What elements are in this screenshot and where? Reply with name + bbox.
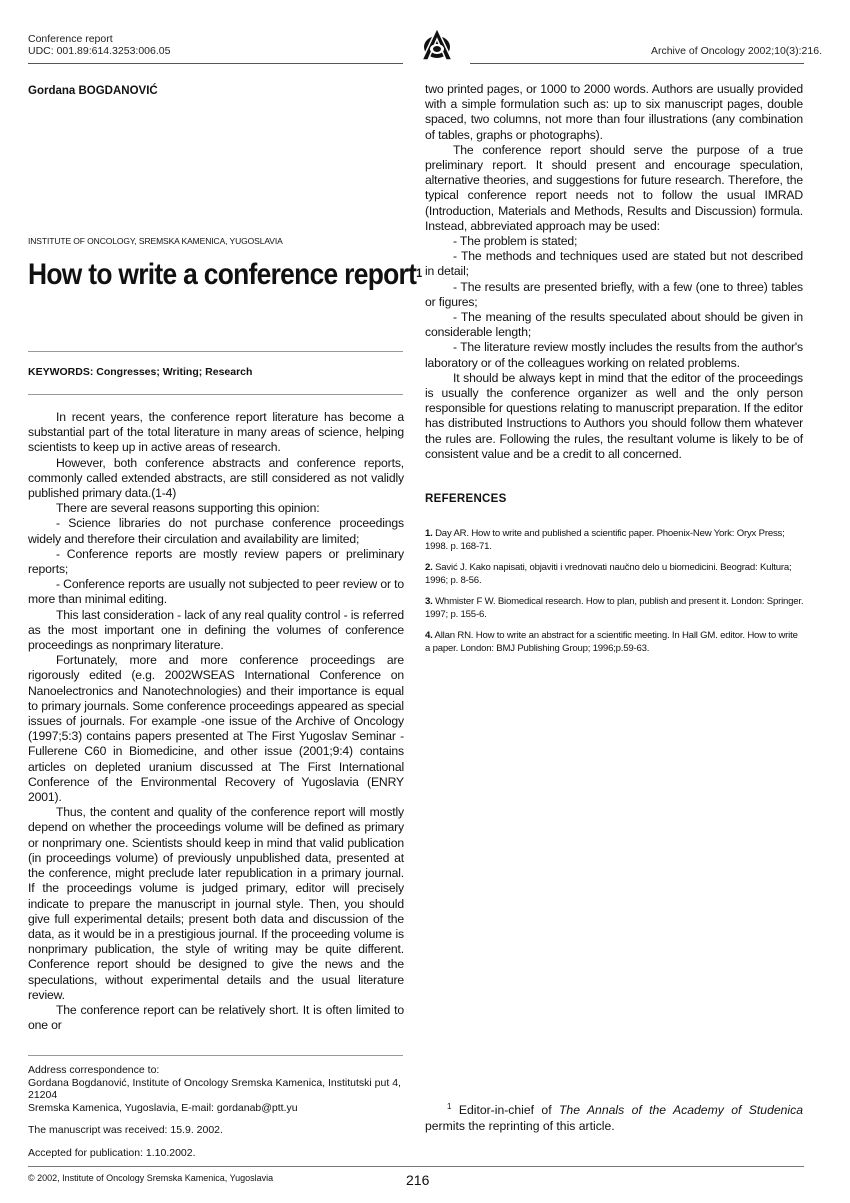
paragraph: The conference report should serve the purpose of a true preliminary report. It should present and encourage speculation, alternative theories, and suggestions for future research. Therefore, the typical conference report needs not to follow the usual IMRAD (Introduction, Materials and Methods, Results and Discussion) formula. Instead, abbreviated approach may be used: [425, 142, 803, 233]
reference-text: Whmister F W. Biomedical research. How to plan, publish and present it. London: Springer. 1997; p. 155-6. [425, 596, 804, 620]
list-item: - Conference reports are usually not subjected to peer review or to more than minimal editing. [28, 577, 404, 607]
journal-logo-icon [412, 22, 462, 66]
copyright: © 2002, Institute of Oncology Sremska Kamenica, Yugoslavia [28, 1173, 274, 1183]
section-label: Conference report [28, 33, 113, 45]
footnote [425, 1099, 803, 1134]
correspondence-rule [28, 1055, 403, 1056]
reference-text: Day AR. How to write and published a scientific paper. Phoenix-New York: Oryx Press; 1998. p. 168-71. [425, 528, 785, 552]
keywords-rule [28, 394, 403, 395]
left-body-column [28, 410, 404, 1033]
correspondence-address-line1: Gordana Bogdanović, Institute of Oncology Sremska Kamenica, Institutski put 4, 21204 [28, 1076, 401, 1101]
udc-code: UDC: 001.89:614.3253:006.05 [28, 45, 171, 57]
footnote-mark: 1 [447, 1102, 452, 1111]
list-item: - Science libraries do not purchase conference proceedings widely and therefore their circulation and availability are limited; [28, 516, 404, 546]
reference-number: 1. [425, 528, 433, 539]
paragraph: The conference report can be relatively short. It is often limited to one or [28, 1002, 404, 1033]
references-heading: REFERENCES [425, 493, 507, 505]
reference-number: 3. [425, 596, 433, 607]
reference-item [425, 562, 805, 587]
correspondence-block [28, 1064, 408, 1159]
paragraph: two printed pages, or 1000 to 2000 words. Authors are usually provided with a simple formulation such as: up to six manuscript pages, double spaced, two columns, not more than four illustrations (any combination of tables, graphs or photographs). [425, 82, 803, 142]
list-item: - The problem is stated; [453, 234, 578, 249]
title-text: How to write a conference report [28, 258, 417, 291]
right-body-column [425, 82, 803, 462]
journal-reference: Archive of Oncology 2002;10(3):216. [650, 45, 822, 57]
title-rule [28, 351, 403, 352]
paragraph: However, both conference abstracts and conference reports, commonly called extended abstracts, are still considered as not validly published primary data.(1-4) [28, 455, 404, 501]
keywords: KEYWORDS: Congresses; Writing; Research [28, 366, 253, 378]
paragraph: In recent years, the conference report literature has become a substantial part of the total literature in many areas of science, helping scientists to keep up in active areas of research. [28, 410, 404, 455]
reference-item [425, 528, 805, 553]
footnote-text-after: permits the reprinting of this article. [425, 1119, 615, 1134]
reference-number: 4. [425, 630, 433, 641]
accepted-date: Accepted for publication: 1.10.2002. [28, 1146, 196, 1159]
paragraph: Fortunately, more and more conference proceedings are rigorously edited (e.g. 2002WSEAS International Conference on Nanoelectronics and Nanotechnologies) and their importance is equal to primary journals. Some conference proceedings appeared as special issues of journals. For example -one issue of the Archive of Oncology (1997;5:3) contains papers presented at The First Yugoslav Seminar - Fullerene C60 in Biomedicine, and other issue (2001;9:4) contains articles on depleted uranium discussed at The First International Conference of the Environmental Recovery of Yugoslavia (ENRY 2001). [28, 653, 404, 805]
header-rule-right [470, 63, 804, 64]
paragraph: This last consideration - lack of any real quality control - is referred as the most important one in defining the volumes of conference proceedings as nonprimary literature. [28, 607, 404, 653]
article-title [28, 258, 421, 292]
paragraph: Thus, the content and quality of the conference report will mostly depend on whether the proceedings volume will be defined as primary or nonprimary one. Scientists should keep in mind that valid publication (in proceedings volume) of previously unpublished data, presented at the conference, might preclude later republication in a primary journal. If the proceedings volume is judged primary, editor will precisely indicate to prepare the manuscript in journal style. Then, you should give full experimental details; present both data and discussion of the data, as it would be in a prestigious journal. If the proceeding volume is nonprimary publication, the style of writing may be quite different. Conference report should be designed to give the news and the speculations, without experimental details and the usual literature review. [28, 805, 404, 1002]
correspondence-label: Address correspondence to: [28, 1064, 160, 1076]
institute-affiliation: INSTITUTE OF ONCOLOGY, SREMSKA KAMENICA, YUGOSLAVIA [28, 236, 283, 246]
paragraph: There are several reasons supporting this opinion: [56, 501, 320, 516]
header-rule-left [28, 63, 403, 64]
list-item: - The meaning of the results speculated about should be given in considerable length; [425, 310, 803, 340]
reference-number: 2. [425, 562, 433, 573]
page-number: 216 [406, 1172, 430, 1188]
reference-item [425, 596, 805, 621]
list-item: - The methods and techniques used are stated but not described in detail; [425, 249, 803, 279]
list-item: - The results are presented briefly, with a few (one to three) tables or figures; [425, 279, 803, 309]
reference-text: Savić J. Kako napisati, objaviti i vrednovati naučno delo u biomedicini. Beograd: Kultura; 1996; p. 8-56. [425, 562, 792, 586]
correspondence-address-line2: Sremska Kamenica, Yugoslavia, E-mail: gordanab@ptt.yu [28, 1101, 298, 1114]
list-item: - The literature review mostly includes the results from the author's laboratory or of the colleagues working on related problems. [425, 340, 803, 370]
footer-rule [28, 1166, 804, 1167]
references-list [425, 528, 805, 655]
author-name: Gordana BOGDANOVIĆ [28, 85, 158, 97]
reference-text: Allan RN. How to write an abstract for a scientific meeting. In Hall GM. editor. How to write a paper. London: BMJ Publishing Group; 1996;p.59-63. [425, 630, 798, 654]
received-date: The manuscript was received: 15.9. 2002. [28, 1124, 223, 1136]
list-item: - Conference reports are mostly review papers or preliminary reports; [28, 546, 404, 577]
paragraph: It should be always kept in mind that the editor of the proceedings is usually the conference organizer as well and the only person responsible for questions relating to manuscript preparation. If the editor has distributed Instructions to Authors you should follow them whatever the rules are. Following the rules, the resultant volume is likely to be of consistent value and be a credit to all concerned. [425, 370, 803, 461]
footnote-text-before: Editor-in-chief of [451, 1103, 559, 1118]
title-footnote-mark: 1 [416, 266, 422, 280]
footnote-journal-name: The Annals of the Academy of Studenica [558, 1103, 803, 1118]
reference-item [425, 630, 805, 655]
